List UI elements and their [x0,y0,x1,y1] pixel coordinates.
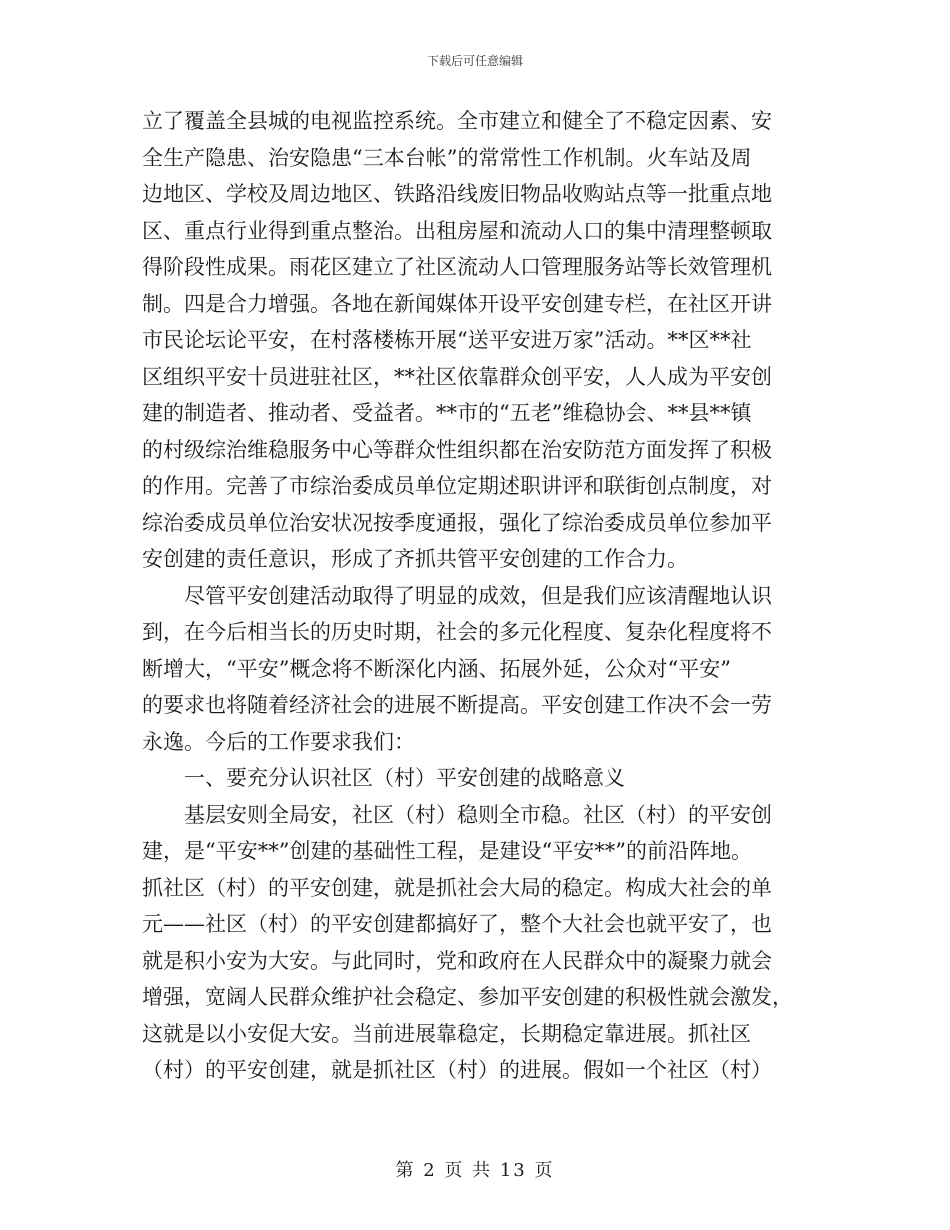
body-line: 元——社区（村）的平安创建都搞好了，整个大社会也就平安了，也 [142,912,772,936]
body-line: 的作用。完善了市综治委成员单位定期述职讲评和联街创点制度，对 [142,474,772,498]
body-line: 断增大，“平安”概念将不断深化内涵、拓展外延，公众对“平安” [142,656,731,681]
body-line: 抓社区（村）的平安创建，就是抓社会大局的稳定。构成大社会的单 [142,875,772,900]
body-line: 制。四是合力增强。各地在新闻媒体开设平安创建专栏，在社区开讲 [142,291,772,316]
body-line: 建，是“平安**”创建的基础性工程，是建设“平安**”的前沿阵地。 [142,839,752,863]
body-line: 增强，宽阔人民群众维护社会稳定、参加平安创建的积极性就会激发， [142,985,793,1009]
body-line: 安创建的责任意识，形成了齐抓共管平安创建的工作合力。 [142,547,688,571]
body-line: 市民论坛论平安，在村落楼栋开展“送平安进万家”活动。**区**社 [142,328,752,352]
body-line: 建的制造者、推动者、受益者。**市的“五老”维稳协会、**县**镇 [142,401,752,425]
body-line: 区组织平安十员进驻社区，**社区依靠群众创平安，人人成为平安创 [142,364,772,389]
body-line: 的要求也将随着经济社会的进展不断提高。平安创建工作决不会一劳 [142,693,772,717]
body-line: 区、重点行业得到重点整治。出租房屋和流动人口的集中清理整顿取 [142,218,772,243]
body-line: 边地区、学校及周边地区、铁路沿线废旧物品收购站点等一批重点地 [142,182,772,206]
page-number-footer: 第 2 页 共 13 页 [395,1160,555,1181]
body-line: 就是积小安为大安。与此同时，党和政府在人民群众中的凝聚力就会 [142,948,772,973]
body-line: 永逸。今后的工作要求我们： [142,729,415,754]
body-line: 立了覆盖全县城的电视监控系统。全市建立和健全了不稳定因素、安 [142,109,772,133]
paragraph-first-line: 基层安则全局安，社区（村）稳则全市稳。社区（村）的平安创 [184,802,772,827]
paragraph-first-line: 尽管平安创建活动取得了明显的成效，但是我们应该清醒地认识 [184,583,772,608]
body-line: 这就是以小安促大安。当前进展靠稳定，长期稳定靠进展。抓社区 [142,1021,751,1046]
page-header: 下载后可任意编辑 [426,54,523,68]
section-heading: 一、要充分认识社区（村）平安创建的战略意义 [184,766,625,790]
body-line: 得阶段性成果。雨花区建立了社区流动人口管理服务站等长效管理机 [142,255,772,279]
body-line: 的村级综治维稳服务中心等群众性组织都在治安防范方面发挥了积极 [142,437,772,462]
body-line: （村）的平安创建，就是抓社区（村）的进展。假如一个社区（村） [142,1058,772,1082]
body-line: 综治委成员单位治安状况按季度通报，强化了综治委成员单位参加平 [142,510,772,535]
body-line: 到，在今后相当长的历史时期，社会的多元化程度、复杂化程度将不 [142,620,772,644]
body-line: 全生产隐患、治安隐患“三本台帐”的常常性工作机制。火车站及周 [142,145,752,170]
